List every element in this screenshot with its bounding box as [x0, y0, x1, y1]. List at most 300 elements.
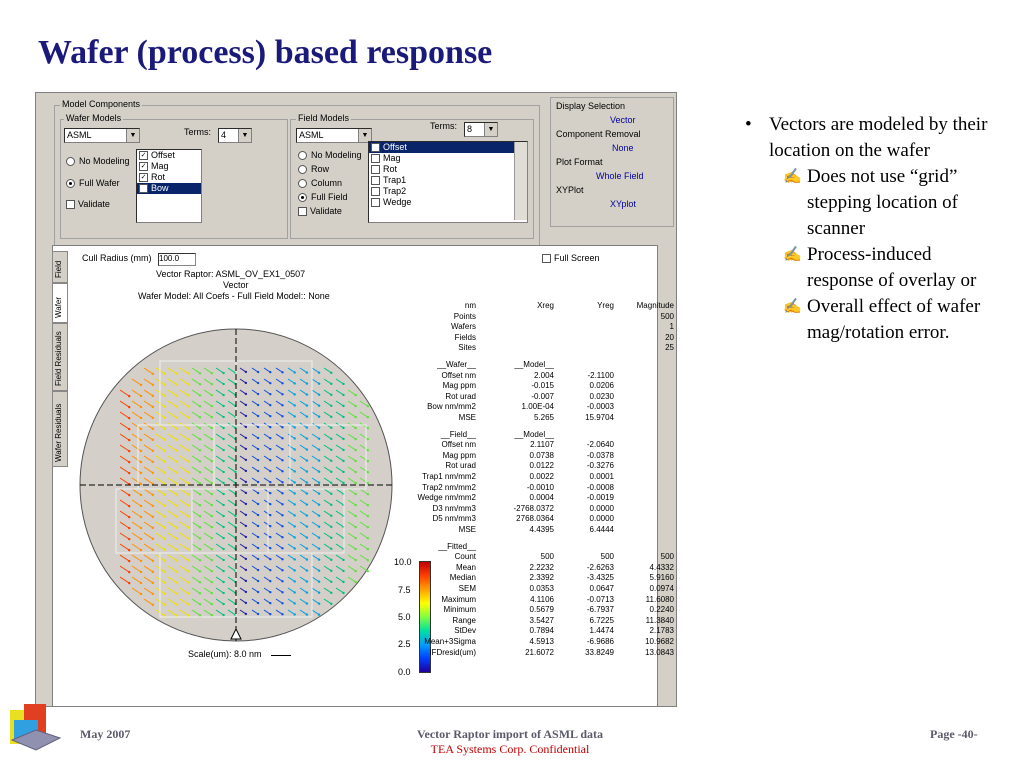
vector-arrowhead [281, 547, 283, 549]
vector-arrowhead [163, 604, 165, 606]
vector-arrowhead [175, 383, 177, 385]
vector-arrowhead [175, 559, 177, 561]
vector-arrowhead [187, 504, 189, 506]
vector-arrowhead [187, 592, 189, 594]
vector-arrowhead [187, 493, 189, 495]
vector-arrowhead [128, 571, 130, 573]
vector-arrowhead [222, 603, 224, 605]
vector-arrowhead [281, 492, 283, 494]
vector-arrowhead [269, 558, 271, 560]
vector-arrowhead [245, 613, 247, 615]
vector-arrowhead [245, 558, 247, 560]
vector-arrowhead [367, 427, 369, 429]
vector-arrowhead [199, 581, 201, 583]
vector-arrowhead [163, 527, 165, 529]
field-column-radio[interactable]: Column [298, 178, 342, 188]
vector-arrowhead [281, 503, 283, 505]
vector-arrowhead [152, 604, 154, 606]
colorbar-tick-10: 10.0 [394, 557, 412, 567]
vector-arrowhead [199, 614, 201, 616]
vector-arrowhead [152, 516, 154, 518]
vector-arrowhead [152, 395, 154, 397]
vector-arrowhead [257, 591, 259, 593]
footer-center: Vector Raptor import of ASML data [416, 727, 604, 741]
vector-arrowhead [211, 504, 213, 506]
vector-arrowhead [128, 461, 130, 463]
vector-arrowhead [281, 536, 283, 538]
vector-arrowhead [175, 460, 177, 462]
vector-arrowhead [257, 382, 259, 384]
vector-arrowhead [318, 581, 320, 583]
stats-cell: 6.7225 [589, 615, 614, 625]
vector-arrowhead [187, 449, 189, 451]
vector-arrowhead [306, 470, 308, 472]
vector-arrowhead [269, 536, 271, 538]
vector-arrowhead [269, 459, 271, 461]
vector-arrowhead [245, 415, 247, 417]
vector-arrowhead [367, 416, 369, 418]
stats-cell: Mag ppm [442, 450, 476, 460]
vector-arrowhead [257, 580, 259, 582]
field-row-radio[interactable]: Row [298, 164, 329, 174]
vector-arrowhead [140, 549, 142, 551]
footer-date: May 2007 [80, 727, 131, 741]
wafer-full-wafer-radio[interactable]: Full Wafer [66, 178, 120, 188]
vector-arrowhead [128, 417, 130, 419]
vector-arrowhead [222, 614, 224, 616]
wafer-validate-checkbox[interactable]: Validate [66, 199, 110, 209]
stats-cell: Minimum [443, 605, 476, 615]
vector-arrowhead [269, 503, 271, 505]
vector-arrowhead [199, 394, 201, 396]
vector-arrowhead [175, 515, 177, 517]
stats-cell: -2768.0372 [513, 503, 554, 513]
stats-cell: Magnitude [636, 301, 674, 310]
stats-cell: 0.2240 [649, 605, 674, 615]
stats-row [396, 322, 674, 332]
vector-arrowhead [281, 481, 283, 483]
vector-arrowhead [294, 558, 296, 560]
stats-cell: 21.6072 [525, 647, 554, 657]
component-removal-value[interactable]: None [612, 143, 634, 153]
full-screen-checkbox[interactable]: Full Screen [542, 253, 600, 263]
vector-arrowhead [211, 449, 213, 451]
vector-arrowhead [318, 405, 320, 407]
vector-arrowhead [269, 404, 271, 406]
list-scrollbar[interactable] [514, 142, 527, 220]
vector-arrowhead [318, 372, 320, 374]
field-no-modeling-radio[interactable]: No Modeling [298, 150, 362, 160]
vector-arrowhead [306, 382, 308, 384]
vector-arrowhead [342, 460, 344, 462]
vector-arrowhead [330, 394, 332, 396]
vector-arrowhead [128, 472, 130, 474]
vector-arrowhead [294, 547, 296, 549]
wafer-terms-label: Terms: [184, 127, 211, 137]
vector-arrowhead [128, 439, 130, 441]
vector-arrowhead [318, 614, 320, 616]
vector-arrowhead [318, 526, 320, 528]
field-models-label: Field Models [298, 113, 350, 123]
vector-arrowhead [367, 460, 369, 462]
list-item[interactable]: Mag [369, 153, 527, 164]
vector-arrowhead [281, 426, 283, 428]
vector-arrowhead [294, 382, 296, 384]
vector-arrowhead [318, 471, 320, 473]
vector-arrowhead [152, 472, 154, 474]
stats-cell: Range [452, 615, 476, 625]
vector-arrowhead [342, 559, 344, 561]
stats-cell: Trap2 nm/mm2 [422, 482, 476, 492]
vector-arrowhead [222, 559, 224, 561]
colorbar-tick-7-5: 7.5 [398, 585, 411, 595]
stats-cell: Offset nm [441, 440, 476, 450]
footer-confidential: TEA Systems Corp. Confidential [430, 742, 590, 756]
fitted-section-header [396, 542, 658, 552]
tab-field[interactable]: Field [52, 251, 68, 283]
vector-arrowhead [245, 580, 247, 582]
cull-radius-input[interactable]: 100.0 [158, 253, 196, 266]
vector-arrowhead [152, 461, 154, 463]
tab-wafer[interactable]: Wafer [52, 283, 68, 323]
vector-arrowhead [318, 383, 320, 385]
vector-arrowhead [257, 448, 259, 450]
vector-arrowhead [163, 373, 165, 375]
vector-arrowhead [152, 582, 154, 584]
vector-arrowhead [187, 581, 189, 583]
vector-arrowhead [128, 516, 130, 518]
stats-cell: -6.7937 [586, 605, 614, 615]
vector-arrowhead [163, 571, 165, 573]
vector-arrowhead [269, 371, 271, 373]
stats-cell: MSE [458, 525, 476, 534]
stats-cell: 0.0122 [529, 461, 554, 471]
vector-arrowhead [281, 393, 283, 395]
vector-arrowhead [257, 536, 259, 538]
vector-arrowhead [269, 426, 271, 428]
vector-arrowhead [294, 459, 296, 461]
vector-arrowhead [175, 471, 177, 473]
vector-arrowhead [140, 384, 142, 386]
vector-arrowhead [187, 471, 189, 473]
vector-arrowhead [294, 448, 296, 450]
vector-arrowhead [257, 415, 259, 417]
vector-arrowhead [330, 372, 332, 374]
stats-cell: -0.0378 [586, 450, 614, 460]
vector-arrowhead [140, 582, 142, 584]
wafer-terms-select[interactable]: 4 ▼ [218, 128, 252, 143]
vector-arrowhead [187, 614, 189, 616]
vector-arrowhead [355, 394, 357, 396]
stats-row [396, 343, 674, 353]
stats-row [396, 637, 674, 647]
vector-arrowhead [211, 438, 213, 440]
vector-arrowhead [318, 427, 320, 429]
stats-cell: 0.0353 [529, 584, 554, 593]
vector-arrowhead [211, 405, 213, 407]
list-item[interactable]: ✓ Rot [140, 172, 166, 182]
vector-arrowhead [222, 592, 224, 594]
xyplot-value[interactable]: XYplot [610, 199, 636, 209]
vector-arrowhead [152, 560, 154, 562]
stats-row [396, 562, 674, 573]
vector-arrowhead [257, 404, 259, 406]
vector-arrowhead [257, 503, 259, 505]
vector-arrowhead [199, 493, 201, 495]
vector-arrowhead [222, 405, 224, 407]
vector-arrowhead [211, 581, 213, 583]
vector-arrowhead [318, 592, 320, 594]
vector-arrowhead [342, 427, 344, 429]
stats-row [396, 626, 674, 636]
vector-arrowhead [269, 602, 271, 604]
vector-arrowhead [306, 525, 308, 527]
vector-arrowhead [306, 481, 308, 483]
vector-arrowhead [199, 570, 201, 572]
colorbar-tick-5: 5.0 [398, 612, 411, 622]
vector-arrowhead [140, 505, 142, 507]
list-item[interactable]: Offset [369, 142, 527, 153]
vector-arrowhead [294, 591, 296, 593]
vector-arrowhead [330, 603, 332, 605]
vector-arrowhead [269, 415, 271, 417]
vector-arrowhead [128, 549, 130, 551]
vector-arrowhead [318, 548, 320, 550]
vector-arrowhead [211, 471, 213, 473]
chevron-down-icon: ▼ [238, 129, 251, 142]
vector-arrowhead [187, 394, 189, 396]
vector-arrowhead [367, 548, 369, 550]
list-item[interactable]: Rot [369, 164, 527, 175]
stats-cell: Points [453, 311, 476, 321]
vector-arrowhead [211, 570, 213, 572]
vector-arrowhead [281, 602, 283, 604]
vector-arrowhead [281, 613, 283, 615]
field-terms-select[interactable]: 8 ▼ [464, 122, 498, 137]
wafer-no-modeling-radio[interactable]: No Modeling [66, 156, 130, 166]
stats-row [396, 440, 658, 450]
vector-arrowhead [257, 547, 259, 549]
wafer-components-list[interactable] [136, 149, 202, 223]
field-components-list[interactable] [368, 141, 528, 223]
plot-format-label: Plot Format [556, 157, 603, 167]
vector-arrowhead [187, 559, 189, 561]
vector-arrowhead [199, 471, 201, 473]
vector-arrowhead [281, 580, 283, 582]
vector-arrowhead [306, 558, 308, 560]
vector-arrowhead [163, 461, 165, 463]
vector-arrowhead [269, 591, 271, 593]
vector-arrowhead [199, 372, 201, 374]
vector-arrowhead [211, 603, 213, 605]
vector-arrowhead [140, 593, 142, 595]
vector-arrowhead [257, 393, 259, 395]
vector-arrowhead [281, 382, 283, 384]
vector-arrowhead [245, 602, 247, 604]
vector-arrowhead [222, 438, 224, 440]
field-validate-checkbox[interactable]: Validate [298, 206, 342, 216]
vector-arrowhead [245, 591, 247, 593]
stats-cell: 4.1106 [530, 594, 554, 604]
vector-arrowhead [245, 448, 247, 450]
vector-arrowhead [367, 449, 369, 451]
vector-arrowhead [281, 415, 283, 417]
vector-arrowhead [211, 592, 213, 594]
stats-cell: 0.0000 [589, 514, 614, 524]
vector-arrowhead [306, 547, 308, 549]
footer-page: Page -40- [930, 727, 978, 741]
chevron-down-icon: ▼ [358, 129, 371, 142]
stats-cell: Fields [454, 332, 476, 342]
field-model-select[interactable]: ASML ▼ [296, 128, 372, 143]
vector-arrowhead [199, 537, 201, 539]
vector-arrowhead [281, 569, 283, 571]
tea-logo-icon [6, 700, 66, 762]
list-item[interactable]: ✓ Offset [140, 150, 175, 160]
stats-cell: Rot urad [445, 391, 476, 401]
vector-arrowhead [140, 406, 142, 408]
vector-arrowhead [175, 427, 177, 429]
vector-arrowhead [199, 548, 201, 550]
stats-row [396, 461, 658, 471]
vector-arrowhead [306, 613, 308, 615]
vector-arrowhead [199, 603, 201, 605]
vector-arrowhead [152, 384, 154, 386]
xyplot-label: XYPlot [556, 185, 584, 195]
stats-cell: __Field__ [440, 429, 476, 439]
vector-arrowhead [306, 580, 308, 582]
vector-arrowhead [152, 494, 154, 496]
vector-arrowhead [140, 439, 142, 441]
stats-cell: -0.0008 [586, 482, 614, 492]
stats-cell: D3 nm/mm3 [432, 503, 476, 513]
vector-arrowhead [257, 569, 259, 571]
vector-arrowhead [342, 592, 344, 594]
vector-arrowhead [222, 482, 224, 484]
vector-arrowhead [163, 516, 165, 518]
vector-arrowhead [211, 614, 213, 616]
stats-cell: 5.265 [533, 413, 554, 422]
stats-cell: Mean+3Sigma [424, 637, 476, 646]
vector-arrowhead [163, 439, 165, 441]
vector-arrowhead [257, 514, 259, 516]
vector-arrowhead [306, 437, 308, 439]
vector-arrowhead [269, 437, 271, 439]
vector-arrowhead [140, 527, 142, 529]
vector-arrowhead [306, 393, 308, 395]
vector-arrowhead [163, 582, 165, 584]
tab-wafer-residuals[interactable]: Wafer Residuals [52, 391, 68, 467]
vector-arrowhead [257, 371, 259, 373]
list-item[interactable]: Trap1 [369, 175, 527, 186]
vector-arrowhead [342, 416, 344, 418]
vector-arrowhead [257, 602, 259, 604]
list-item[interactable]: ✓ Bow [137, 183, 201, 194]
stats-cell: 2.1107 [530, 440, 554, 450]
stats-cell: 5.9160 [649, 573, 674, 583]
vector-arrowhead [211, 482, 213, 484]
stats-cell: __Fitted__ [438, 541, 476, 551]
vector-arrowhead [257, 525, 259, 527]
vector-arrowhead [175, 592, 177, 594]
wafer-model-select[interactable]: ASML ▼ [64, 128, 140, 143]
vector-arrowhead [187, 416, 189, 418]
list-item[interactable]: Wedge [369, 197, 527, 208]
bullet-list [745, 112, 995, 346]
display-selection-value[interactable]: Vector [610, 115, 636, 125]
vector-arrowhead [199, 438, 201, 440]
vector-arrowhead [355, 570, 357, 572]
vector-arrowhead [367, 482, 369, 484]
vector-arrowhead [294, 514, 296, 516]
stats-row [396, 525, 658, 535]
vector-arrowhead [152, 373, 154, 375]
vector-arrowhead [222, 460, 224, 462]
vector-arrowhead [294, 613, 296, 615]
vector-arrowhead [163, 384, 165, 386]
stats-cell: Mean [455, 562, 476, 572]
chevron-down-icon: ▼ [126, 129, 139, 142]
stats-cell: 0.0001 [589, 472, 614, 481]
stats-row [396, 451, 658, 461]
vector-arrowhead [163, 538, 165, 540]
vector-arrowhead [128, 450, 130, 452]
field-full-field-radio[interactable]: Full Field [298, 192, 348, 202]
list-item[interactable]: ✓ Mag [140, 161, 169, 171]
stats-cell: 500 [660, 311, 674, 321]
vector-arrowhead [245, 459, 247, 461]
vector-arrowhead [128, 406, 130, 408]
stats-row [396, 332, 674, 343]
cull-radius-label: Cull Radius (mm) [82, 253, 152, 263]
stats-cell: IFDresid(um) [429, 647, 476, 657]
stats-cell: StDev [454, 626, 476, 636]
vector-arrowhead [306, 602, 308, 604]
colorbar-tick-0: 0.0 [398, 667, 411, 677]
stats-cell: 2.1783 [649, 626, 674, 636]
vector-arrowhead [294, 426, 296, 428]
vector-arrowhead [222, 416, 224, 418]
vector-arrowhead [245, 547, 247, 549]
vector-arrowhead [330, 460, 332, 462]
vector-arrowhead [318, 559, 320, 561]
sub-bullet: ✍ Process-induced response of overlay or [783, 244, 977, 291]
stats-cell: -0.015 [531, 381, 554, 391]
vector-arrowhead [306, 415, 308, 417]
vector-arrowhead [318, 515, 320, 517]
vector-arrowhead [294, 371, 296, 373]
app-screenshot [35, 92, 677, 707]
vector-arrowhead [199, 526, 201, 528]
vector-arrowhead [199, 405, 201, 407]
vector-arrowhead [128, 527, 130, 529]
stats-cell: 0.5679 [529, 605, 554, 615]
tab-field-residuals[interactable]: Field Residuals [52, 323, 68, 391]
vector-arrowhead [318, 493, 320, 495]
vector-arrowhead [187, 515, 189, 517]
model-components-label: Model Components [62, 99, 141, 109]
vector-arrowhead [342, 449, 344, 451]
stats-cell: -2.6263 [586, 562, 614, 572]
list-item[interactable]: Trap2 [369, 186, 527, 197]
vector-arrowhead [211, 394, 213, 396]
vector-arrowhead [367, 405, 369, 407]
stats-cell: 500 [540, 552, 554, 562]
plot-header-3: Wafer Model: All Coefs - Full Field Model:: None [138, 291, 330, 301]
vector-arrowhead [175, 482, 177, 484]
vector-arrowhead [152, 549, 154, 551]
plot-format-value[interactable]: Whole Field [596, 171, 644, 181]
